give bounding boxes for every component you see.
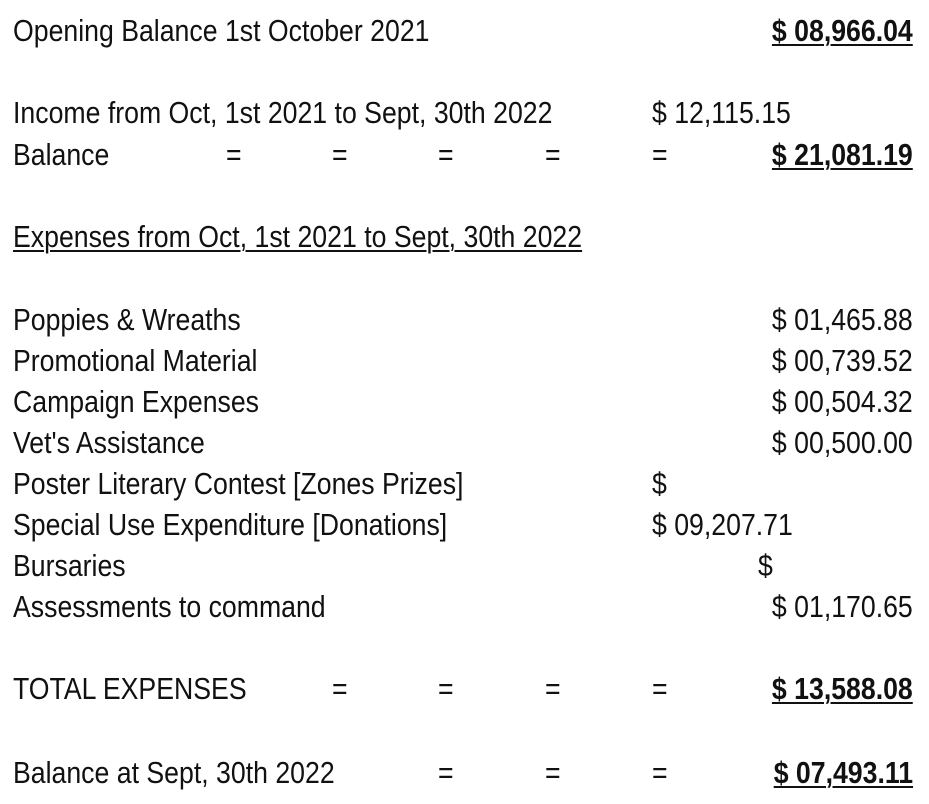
equals-separator: =: [438, 671, 454, 706]
expense-item-amount: $ 00,739.52: [772, 343, 913, 378]
expense-item-label: Vet's Assistance: [13, 425, 205, 460]
equals-separator: =: [652, 671, 668, 706]
expense-item-amount: $ 00,504.32: [772, 384, 913, 419]
equals-separator: =: [545, 755, 561, 790]
balance-label: Balance: [13, 137, 110, 172]
expense-item-amount: $: [758, 548, 773, 583]
closing-balance-label: Balance at Sept, 30th 2022: [13, 755, 335, 790]
equals-separator: =: [332, 671, 348, 706]
equals-separator: =: [545, 671, 561, 706]
equals-separator: =: [545, 137, 561, 172]
equals-separator: =: [652, 755, 668, 790]
expense-item-label: Promotional Material: [13, 343, 258, 378]
income-amount: $ 12,115.15: [652, 95, 791, 130]
total-expenses-label: TOTAL EXPENSES: [13, 671, 247, 706]
opening-balance-amount: $ 08,966.04: [772, 13, 913, 48]
equals-separator: =: [438, 755, 454, 790]
expense-item-amount: $ 00,500.00: [772, 425, 913, 460]
closing-balance-amount: $ 07,493.11: [773, 755, 913, 790]
expense-item-label: Poppies & Wreaths: [13, 302, 241, 337]
equals-separator: =: [438, 137, 454, 172]
equals-separator: =: [226, 137, 242, 172]
balance-amount: $ 21,081.19: [772, 137, 913, 172]
expense-item-label: Assessments to command: [13, 589, 326, 624]
expense-item-label: Bursaries: [13, 548, 126, 583]
expense-item-amount: $: [652, 466, 667, 501]
equals-separator: =: [652, 137, 668, 172]
expenses-heading: Expenses from Oct, 1st 2021 to Sept, 30th 2022: [13, 219, 583, 254]
expense-item-amount: $ 09,207.71: [652, 507, 793, 542]
expense-item-label: Campaign Expenses: [13, 384, 260, 419]
expense-item-amount: $ 01,170.65: [772, 589, 913, 624]
expense-item-label: Poster Literary Contest [Zones Prizes]: [13, 466, 464, 501]
total-expenses-amount: $ 13,588.08: [772, 671, 913, 706]
income-label: Income from Oct, 1st 2021 to Sept, 30th 2022: [13, 95, 553, 130]
expense-item-label: Special Use Expenditure [Donations]: [13, 507, 448, 542]
equals-separator: =: [332, 137, 348, 172]
opening-balance-label: Opening Balance 1st October 2021: [13, 13, 430, 48]
expense-item-amount: $ 01,465.88: [772, 302, 913, 337]
